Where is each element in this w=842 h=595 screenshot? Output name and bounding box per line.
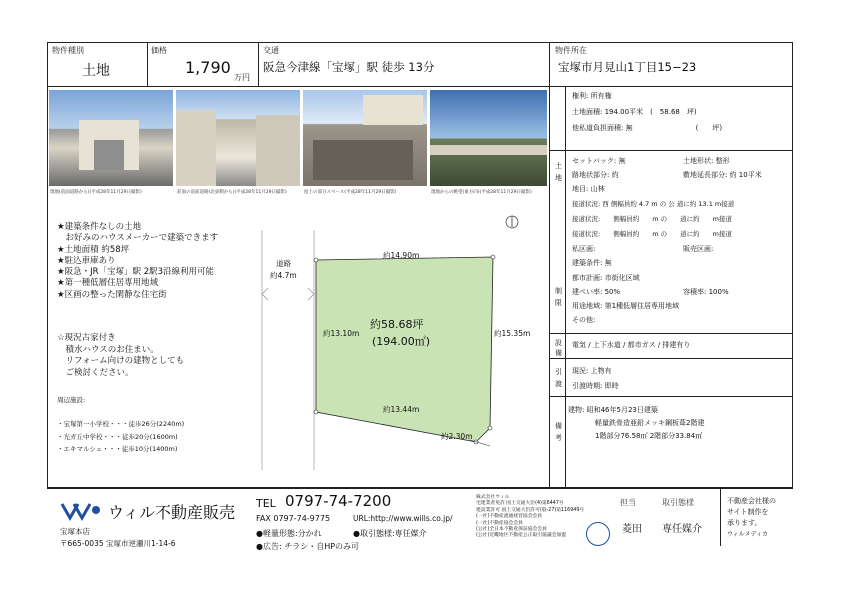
- spec-private-road: 他私道負担面積: 無 ( 坪): [572, 124, 723, 132]
- license-line: 宅建業者免許 国土交通大臣(4)第6447号: [476, 501, 564, 507]
- spec-use-zone: 用途地域: 第1種低層住居専用地域: [572, 302, 680, 310]
- road-width: 約4.7m: [270, 271, 297, 280]
- footer-note-1: ●軽量形態:分かれ: [256, 529, 322, 538]
- footer-note-2: ●取引態様:専任媒介: [353, 529, 427, 538]
- location-value: 宝塚市月見山1丁目15−23: [558, 60, 697, 74]
- old-house-line: ご検討ください。: [57, 367, 134, 378]
- spec-handover: 引渡時期: 即時: [572, 382, 619, 390]
- tel-label: TEL: [256, 497, 276, 510]
- spec-road-area: 敷地延長部分: 約 10平米: [683, 171, 762, 179]
- license-line: (一社)不動産協会会員: [476, 520, 523, 526]
- old-house-line: ☆現況古家付き: [57, 333, 116, 343]
- license-line: (一社)不動産流通経営協会会員: [476, 514, 543, 520]
- north-icon: [506, 216, 518, 228]
- website-link[interactable]: URL:http://www.wills.co.jp/: [353, 514, 453, 523]
- plot-left-length: 約13.10m: [323, 329, 360, 338]
- feature-item: ★阪急・JR「宝塚」駅 2駅3沿線利用可能: [57, 267, 215, 278]
- trade-value: 専任媒介: [662, 524, 702, 535]
- section-note: 備考: [555, 422, 562, 442]
- spec-road-status: 路地状部分: 約: [572, 171, 619, 179]
- company-logo: [60, 500, 106, 526]
- spec-building-3: 1階部分76.58㎡ 2階部分33.84㎡: [595, 432, 703, 440]
- photo-caption-3: 屋上の部分スペース(平成28年11月29日撮影): [304, 190, 397, 195]
- road-label: 道路: [276, 259, 291, 268]
- spec-city-plan: 都市計画: 市街化区域: [572, 274, 640, 282]
- spec-equipment: 電気 / 上下水道 / 都市ガス / 排建有り: [572, 341, 691, 349]
- footer-note-3: ●広告: チラシ・自HPのみ可: [256, 542, 360, 551]
- spec-divider: [549, 358, 793, 359]
- spec-label-col: [565, 86, 566, 488]
- section-handover: 引渡: [555, 368, 562, 388]
- photo-view: [430, 90, 547, 186]
- license-line: (公社)近畿地区不動産公正取引協議会加盟: [476, 533, 567, 539]
- feature-list: [57, 222, 218, 301]
- promo-block: [727, 496, 776, 540]
- price-unit: 万円: [234, 73, 250, 82]
- spec-building-1: 建物: 昭和46年5月23日建築: [568, 406, 658, 414]
- spec-bcr: 建ぺい率: 50%: [572, 288, 621, 296]
- spec-divider: [549, 396, 793, 397]
- footer-col-divider: [720, 488, 721, 546]
- tel-number[interactable]: 0797-74-7200: [285, 492, 392, 510]
- license-line: 建設業許可 国土交通大臣許可(般-27)第116949号: [476, 507, 585, 513]
- photo-caption-1: 現地(前面道路から)(平成28年11月29日撮影): [50, 190, 142, 195]
- spec-divider: [549, 333, 793, 334]
- association-emblem-icon: [586, 522, 610, 546]
- photo-caption-2: 前面の前面道路(北東側から)(平成28年11月29日撮影): [177, 190, 287, 195]
- access-label: 交通: [263, 46, 279, 55]
- section-equip: 設備: [555, 339, 562, 357]
- header-col-divider: [258, 42, 259, 86]
- spec-road-2: 接道状況: 側幅員約 m の 道に約 m接道: [572, 215, 732, 223]
- spec-road-1: 接道状況: 西 側幅員約 4.7 m の 公 道に約 13.1 m接道: [572, 200, 735, 208]
- spec-far: 容積率: 100%: [683, 288, 729, 296]
- plot-area-sqm: (194.00㎡): [372, 335, 431, 348]
- spec-status: 現況: 上物有: [572, 367, 612, 375]
- feature-item: お好みのハウスメーカーで建築できます: [57, 233, 219, 244]
- spec-land-area: 土地面積: 194.00平米 ( 58.68 坪): [572, 108, 697, 116]
- license-line: (公社)全日本不動産保証協会会員: [476, 527, 547, 533]
- footer-divider: [47, 488, 793, 489]
- type-value: 土地: [82, 63, 110, 79]
- section-law: 制限: [555, 287, 562, 307]
- photo-site-front: [49, 90, 173, 186]
- facility-item: ・エキマルシェ・・・徒歩10分(1400m): [57, 445, 178, 453]
- license-line: 株式会社ウィル: [476, 495, 510, 500]
- location-label: 物件所在: [555, 46, 587, 55]
- spec-rights: 権利: 所有権: [572, 92, 612, 100]
- price-label: 価格: [151, 46, 167, 55]
- company-name: ウィル不動産販売: [108, 503, 236, 522]
- promo-line: サイト制作を: [727, 508, 769, 516]
- agent-label: 担当: [620, 498, 636, 507]
- photo-rooftop: [303, 90, 427, 186]
- old-house-note: [57, 333, 184, 379]
- fax-number: FAX 0797-74-9775: [256, 514, 331, 523]
- section-land: 土地: [555, 162, 562, 182]
- spec-chimoku: 地目: 山林: [572, 185, 605, 193]
- promo-line: ウィルメディカ: [727, 531, 768, 538]
- spec-zone-a: 私区画:: [572, 245, 596, 253]
- spec-road-3: 接道状況: 側幅員約 m の 道に約 m接道: [572, 230, 732, 238]
- facility-item: ・光ガ丘中学校・・・徒歩20分(1600m): [57, 432, 178, 441]
- plot-area-tsubo: 約58.68坪: [370, 318, 424, 331]
- company-address: 〒665-0035 宝塚市逆瀬川1-14-6: [60, 539, 176, 548]
- header-col-divider: [147, 42, 148, 86]
- feature-item: ★駐込車庫あり: [57, 255, 116, 266]
- photo-road: [176, 90, 300, 186]
- agent-name: 菱田: [622, 524, 642, 535]
- feature-item: ★建築条件なしの土地: [57, 222, 142, 232]
- facilities-title: 周辺施設:: [57, 396, 86, 404]
- promo-line: 承ります。: [727, 519, 762, 527]
- old-house-line: リフォーム向けの建物としても: [57, 356, 185, 366]
- plot-bottom-length: 約13.44m: [383, 405, 420, 414]
- spec-shape: 土地形状: 整形: [683, 157, 730, 165]
- facility-item: ・宝塚第一小学校・・・徒歩26分(2240m): [57, 420, 185, 428]
- old-house-line: 積水ハウスのお住まい。: [57, 344, 159, 355]
- type-label: 物件種別: [52, 46, 84, 55]
- feature-item: ★区画の整った閑静な住宅街: [57, 289, 167, 300]
- trade-label: 取引態様: [662, 498, 694, 507]
- facilities-list: [57, 418, 184, 456]
- company-branch: 宝塚本店: [60, 527, 90, 536]
- spec-setback: セットバック: 無: [572, 157, 626, 165]
- promo-line: 不動産会社様の: [727, 497, 776, 505]
- feature-item: ★土地面積 約58坪: [57, 244, 130, 255]
- license-block: [476, 495, 584, 540]
- header-divider: [47, 86, 793, 87]
- spec-zone-b: 販売区画:: [683, 245, 714, 253]
- photo-caption-4: 現地からの眺望(東方向)(平成28年11月29日撮影): [431, 190, 532, 195]
- spec-divider: [549, 150, 793, 151]
- price-value: 1,790: [185, 58, 231, 77]
- spec-build-cond: 建築条件: 無: [572, 259, 612, 267]
- feature-item: ★第一種低層住居専用地域: [57, 278, 159, 289]
- spec-other: その他:: [572, 316, 596, 324]
- plot-corner-length: 約2.30m: [441, 432, 473, 441]
- plot-right-length: 約15.35m: [494, 329, 531, 338]
- spec-building-2: 軽量鉄骨造亜鉛メッキ鋼板葺2階建: [595, 419, 705, 427]
- plot-top-length: 約14.90m: [383, 251, 420, 260]
- access-value: 阪急今津線「宝塚」駅 徒歩 13分: [263, 60, 435, 74]
